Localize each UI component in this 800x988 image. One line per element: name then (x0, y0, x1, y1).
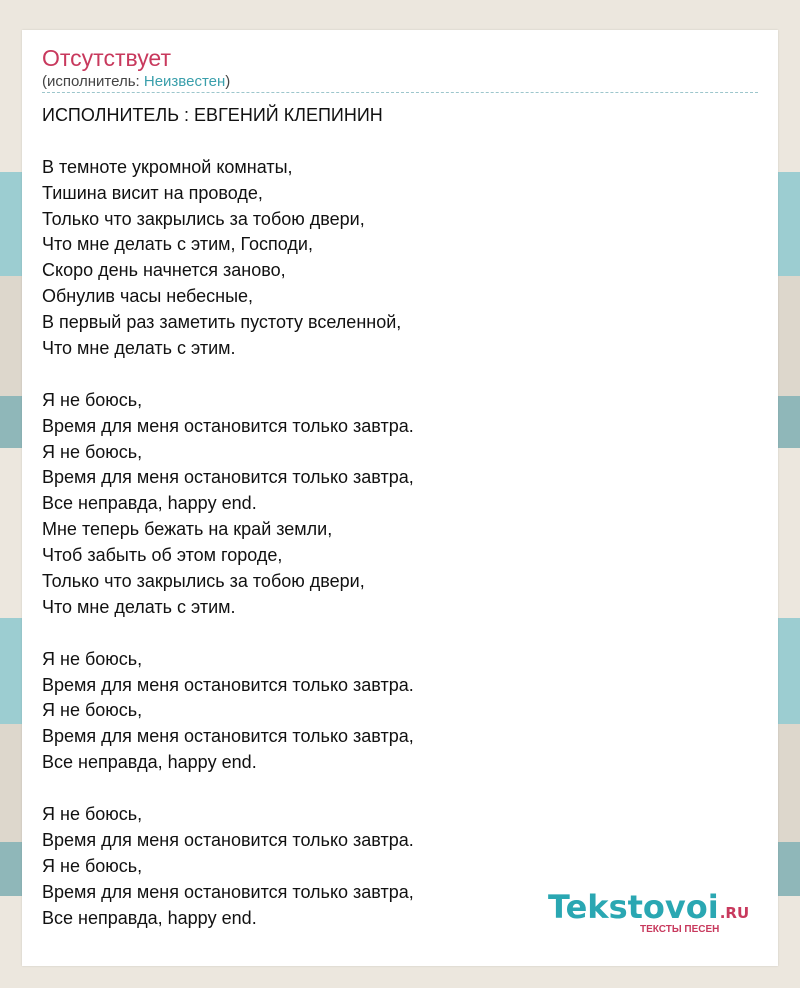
lyric-line: Время для меня остановится только завтра, (42, 467, 414, 488)
lyric-line: Скоро день начнется заново, (42, 260, 286, 281)
lyric-line: ИСПОЛНИТЕЛЬ : ЕВГЕНИЙ КЛЕПИНИН (42, 105, 383, 125)
lyric-line: Тишина висит на проводе, (42, 182, 263, 203)
song-title: Отсутствует (42, 45, 171, 71)
lyric-line: Только что закрылись за тобою двери, (42, 208, 365, 229)
lyric-line: Я не боюсь, (42, 855, 143, 876)
lyrics-text (42, 103, 742, 932)
lyric-line: Только что закрылись за тобою двери, (42, 571, 365, 592)
lyric-line: Время для меня остановится только завтра. (42, 415, 414, 436)
lyric-line: Время для меня остановится только завтра, (42, 881, 414, 902)
divider (42, 92, 758, 93)
artist-suffix: ) (225, 73, 231, 90)
lyric-line: Что мне делать с этим, Господи, (42, 234, 313, 255)
logo-name: Tekstovoi (548, 888, 719, 926)
lyric-line: Что мне делать с этим. (42, 338, 236, 359)
artist-prefix: (исполнитель: (42, 73, 144, 90)
lyric-line: Время для меня остановится только завтра. (42, 674, 414, 695)
stanza-break (42, 362, 742, 388)
lyric-line: Я не боюсь, (42, 700, 143, 721)
lyric-line: Я не боюсь, (42, 441, 143, 462)
lyric-line: Чтоб забыть об этом городе, (42, 545, 283, 566)
logo-tld: .RU (719, 904, 750, 922)
lyric-line: Что мне делать с этим. (42, 596, 236, 617)
lyric-line: Все неправда, happy end. (42, 752, 257, 773)
lyric-line: В первый раз заметить пустоту вселенной, (42, 312, 402, 333)
site-logo[interactable] (548, 888, 758, 938)
lyric-line: Все неправда, happy end. (42, 493, 257, 514)
artist-link[interactable]: Неизвестен (143, 73, 226, 90)
lyric-line: Время для меня остановится только завтра. (42, 829, 414, 850)
lyric-line: Я не боюсь, (42, 648, 143, 669)
stanza-break (42, 621, 742, 647)
lyrics-card (22, 30, 778, 966)
artist-line (42, 73, 230, 91)
lyric-line: Все неправда, happy end. (42, 907, 257, 928)
stanza-break (42, 776, 742, 802)
stanza-break (42, 129, 742, 155)
lyric-line: Обнулив часы небесные, (42, 286, 254, 307)
lyric-line: Я не боюсь, (42, 804, 143, 825)
logo-tagline: ТЕКСТЫ ПЕСЕН (640, 924, 720, 935)
lyric-line: Время для меня остановится только завтра, (42, 726, 414, 747)
lyric-line: Мне теперь бежать на край земли, (42, 519, 333, 540)
lyric-line: Я не боюсь, (42, 389, 143, 410)
lyric-line: В темноте укромной комнаты, (42, 156, 293, 177)
